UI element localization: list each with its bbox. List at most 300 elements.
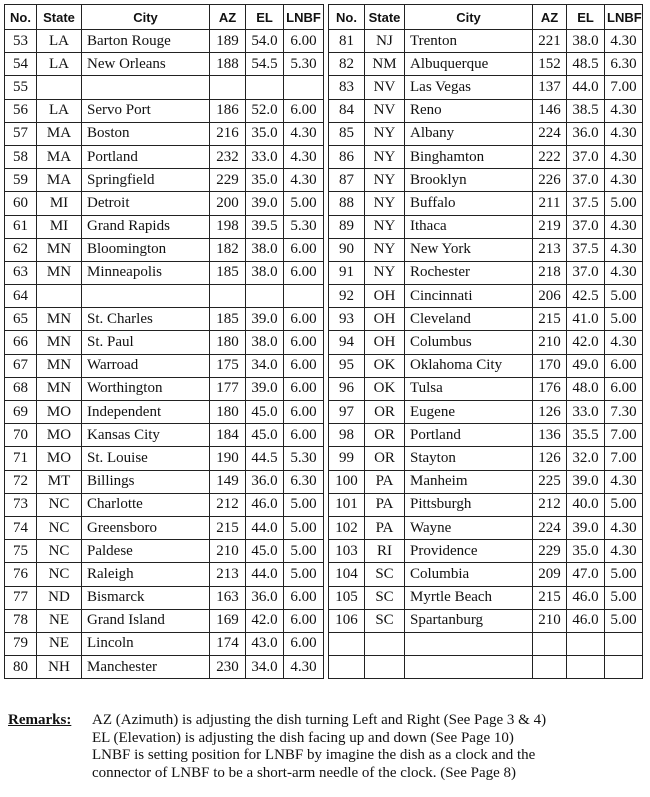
table-row [329, 540, 643, 563]
table-row [329, 354, 643, 377]
table-row [5, 586, 324, 609]
cell-az: 175 [210, 354, 246, 377]
table-row [5, 99, 324, 122]
table-row [5, 122, 324, 145]
cell-lnbf: 6.00 [284, 261, 324, 284]
cell-az: 184 [210, 424, 246, 447]
header-no: No. [329, 5, 365, 30]
table-row [5, 215, 324, 238]
cell-no: 55 [5, 76, 37, 99]
table-row [329, 563, 643, 586]
header-city: City [405, 5, 533, 30]
table-row [329, 656, 643, 679]
cell-state: MT [37, 470, 82, 493]
cell-city: Charlotte [82, 493, 210, 516]
cell-city: Cleveland [405, 308, 533, 331]
table-row [5, 354, 324, 377]
cell-lnbf: 4.30 [605, 540, 643, 563]
cell-state: OR [365, 401, 405, 424]
cell-el: 34.0 [246, 656, 284, 679]
remarks-line-az: AZ (Azimuth) is adjusting the dish turning Left and Right (See Page 3 & 4) [92, 712, 547, 728]
cell-az: 224 [533, 516, 567, 539]
cell-no: 93 [329, 308, 365, 331]
table-row [329, 53, 643, 76]
cell-lnbf: 5.00 [605, 563, 643, 586]
table-row [5, 261, 324, 284]
remarks-line-el: EL (Elevation) is adjusting the dish facing up and down (See Page 10) [92, 729, 514, 746]
cell-el: 34.0 [246, 354, 284, 377]
cell-city: Binghamton [405, 145, 533, 168]
cell-lnbf: 6.00 [284, 377, 324, 400]
cell-state: NY [365, 238, 405, 261]
cell-el [567, 656, 605, 679]
cell-no: 60 [5, 192, 37, 215]
cell-state: MN [37, 377, 82, 400]
cell-state [37, 285, 82, 308]
cell-lnbf: 4.30 [284, 656, 324, 679]
cell-state: NY [365, 169, 405, 192]
cell-state: OH [365, 331, 405, 354]
cell-lnbf: 5.00 [284, 540, 324, 563]
cell-city: Greensboro [82, 516, 210, 539]
cell-no: 98 [329, 424, 365, 447]
cell-az: 180 [210, 331, 246, 354]
cell-city: Cincinnati [405, 285, 533, 308]
cell-state: MA [37, 145, 82, 168]
cell-no: 90 [329, 238, 365, 261]
cell-el: 39.0 [567, 516, 605, 539]
cell-city: Tulsa [405, 377, 533, 400]
cell-lnbf: 5.00 [605, 586, 643, 609]
header-el: EL [246, 5, 284, 30]
cell-no: 72 [5, 470, 37, 493]
cell-el: 37.5 [567, 192, 605, 215]
cell-no: 74 [5, 516, 37, 539]
cell-no: 69 [5, 401, 37, 424]
cell-lnbf: 4.30 [605, 30, 643, 53]
cell-state: NE [37, 609, 82, 632]
cell-az: 219 [533, 215, 567, 238]
cell-lnbf: 6.00 [284, 331, 324, 354]
cell-no: 77 [5, 586, 37, 609]
cell-state: PA [365, 516, 405, 539]
cell-el: 35.5 [567, 424, 605, 447]
cell-city: Bismarck [82, 586, 210, 609]
cell-no: 61 [5, 215, 37, 238]
cell-city: Stayton [405, 447, 533, 470]
cell-el [246, 76, 284, 99]
cell-city: Grand Island [82, 609, 210, 632]
remarks-text [92, 712, 546, 782]
cell-state: NV [365, 76, 405, 99]
cell-az: 169 [210, 609, 246, 632]
cell-city: Manheim [405, 470, 533, 493]
cell-city: Raleigh [82, 563, 210, 586]
cell-state: NY [365, 261, 405, 284]
cell-state: SC [365, 586, 405, 609]
cell-az: 230 [210, 656, 246, 679]
cell-city: New Orleans [82, 53, 210, 76]
cell-lnbf: 4.30 [605, 261, 643, 284]
cell-el: 36.0 [567, 122, 605, 145]
table-row [5, 331, 324, 354]
table-row [329, 192, 643, 215]
cell-el: 54.5 [246, 53, 284, 76]
cell-el: 48.5 [567, 53, 605, 76]
cell-lnbf: 7.30 [605, 401, 643, 424]
table-row [329, 76, 643, 99]
cell-no: 78 [5, 609, 37, 632]
cell-el: 36.0 [246, 470, 284, 493]
cell-state: PA [365, 493, 405, 516]
cell-el: 52.0 [246, 99, 284, 122]
cell-city: Detroit [82, 192, 210, 215]
right-table [328, 4, 643, 679]
cell-state: NC [37, 563, 82, 586]
cell-no: 63 [5, 261, 37, 284]
cell-el: 33.0 [246, 145, 284, 168]
cell-el: 44.0 [246, 563, 284, 586]
cell-state: NE [37, 632, 82, 655]
cell-no: 59 [5, 169, 37, 192]
cell-no [329, 632, 365, 655]
header-lnbf: LNBF [284, 5, 324, 30]
cell-az: 218 [533, 261, 567, 284]
cell-state: SC [365, 563, 405, 586]
cell-el: 46.0 [567, 586, 605, 609]
cell-el: 35.0 [246, 122, 284, 145]
cell-lnbf: 7.00 [605, 424, 643, 447]
cell-lnbf: 5.00 [605, 285, 643, 308]
table-row [329, 308, 643, 331]
cell-city: Albuquerque [405, 53, 533, 76]
cell-state: LA [37, 30, 82, 53]
table-row [5, 470, 324, 493]
cell-no: 101 [329, 493, 365, 516]
cell-no: 80 [5, 656, 37, 679]
cell-el: 38.0 [246, 238, 284, 261]
cell-el: 46.0 [567, 609, 605, 632]
cell-city: Kansas City [82, 424, 210, 447]
cell-az: 215 [210, 516, 246, 539]
cell-city: Independent [82, 401, 210, 424]
cell-no: 81 [329, 30, 365, 53]
cell-state [37, 76, 82, 99]
table-row [329, 516, 643, 539]
cell-el: 38.5 [567, 99, 605, 122]
cell-city: Albany [405, 122, 533, 145]
cell-lnbf: 5.30 [284, 447, 324, 470]
cell-az: 149 [210, 470, 246, 493]
cell-state: NH [37, 656, 82, 679]
cell-city: Reno [405, 99, 533, 122]
cell-az: 210 [533, 609, 567, 632]
cell-el: 39.0 [246, 192, 284, 215]
cell-city: Billings [82, 470, 210, 493]
cell-no: 57 [5, 122, 37, 145]
cell-az: 222 [533, 145, 567, 168]
table-row [329, 586, 643, 609]
cell-state: MN [37, 354, 82, 377]
header-lnbf: LNBF [605, 5, 643, 30]
cell-az: 146 [533, 99, 567, 122]
cell-lnbf: 4.30 [605, 516, 643, 539]
table-row [5, 238, 324, 261]
cell-lnbf [605, 656, 643, 679]
cell-state: OR [365, 447, 405, 470]
cell-az: 232 [210, 145, 246, 168]
cell-no: 79 [5, 632, 37, 655]
cell-state: OH [365, 285, 405, 308]
cell-state: RI [365, 540, 405, 563]
table-row [5, 285, 324, 308]
cell-lnbf: 5.00 [284, 563, 324, 586]
cell-state: MO [37, 447, 82, 470]
cell-az: 213 [210, 563, 246, 586]
cell-az: 224 [533, 122, 567, 145]
cell-el: 38.0 [246, 261, 284, 284]
cell-az: 176 [533, 377, 567, 400]
table-row [5, 540, 324, 563]
table-row [329, 99, 643, 122]
cell-az: 211 [533, 192, 567, 215]
cell-state: PA [365, 470, 405, 493]
cell-lnbf: 4.30 [605, 122, 643, 145]
cell-city: New York [405, 238, 533, 261]
cell-state: SC [365, 609, 405, 632]
cell-lnbf: 7.00 [605, 447, 643, 470]
cell-lnbf: 6.00 [284, 30, 324, 53]
cell-el [567, 632, 605, 655]
remarks-label: Remarks: [8, 712, 72, 728]
cell-no: 62 [5, 238, 37, 261]
cell-state [365, 656, 405, 679]
cell-no: 97 [329, 401, 365, 424]
right-table-body [329, 30, 643, 679]
cell-state: OK [365, 354, 405, 377]
cell-el: 42.0 [567, 331, 605, 354]
cell-el: 43.0 [246, 632, 284, 655]
cell-el: 48.0 [567, 377, 605, 400]
cell-state [365, 632, 405, 655]
cell-lnbf: 4.30 [605, 99, 643, 122]
cell-az: 229 [210, 169, 246, 192]
cell-az [210, 76, 246, 99]
cell-az: 126 [533, 401, 567, 424]
cell-el: 39.0 [246, 377, 284, 400]
cell-az: 186 [210, 99, 246, 122]
cell-az: 185 [210, 261, 246, 284]
cell-no: 99 [329, 447, 365, 470]
cell-city: Worthington [82, 377, 210, 400]
remarks-line-lnbf: LNBF is setting position for LNBF by imagine the dish as a clock and the [92, 747, 536, 763]
cell-state: MN [37, 308, 82, 331]
table-row [5, 53, 324, 76]
cell-city: Pittsburgh [405, 493, 533, 516]
cell-az: 152 [533, 53, 567, 76]
header-az: AZ [210, 5, 246, 30]
cell-az: 126 [533, 447, 567, 470]
cell-city: Brooklyn [405, 169, 533, 192]
cell-no: 82 [329, 53, 365, 76]
cell-lnbf: 6.00 [284, 586, 324, 609]
table-row [329, 122, 643, 145]
cell-state: NC [37, 516, 82, 539]
cell-lnbf: 6.00 [605, 354, 643, 377]
table-row [329, 609, 643, 632]
cell-el: 41.0 [567, 308, 605, 331]
cell-el: 36.0 [246, 586, 284, 609]
left-table [4, 4, 324, 679]
cell-az: 225 [533, 470, 567, 493]
cell-az: 210 [533, 331, 567, 354]
cell-el: 35.0 [246, 169, 284, 192]
table-row [329, 30, 643, 53]
cell-el: 39.5 [246, 215, 284, 238]
cell-no: 86 [329, 145, 365, 168]
cell-el: 44.0 [567, 76, 605, 99]
cell-no: 58 [5, 145, 37, 168]
cell-lnbf: 4.30 [605, 215, 643, 238]
cell-lnbf: 5.30 [284, 215, 324, 238]
table-row [329, 632, 643, 655]
cell-az: 229 [533, 540, 567, 563]
cell-no: 65 [5, 308, 37, 331]
cell-no: 92 [329, 285, 365, 308]
cell-el: 39.0 [246, 308, 284, 331]
cell-el: 47.0 [567, 563, 605, 586]
cell-no: 76 [5, 563, 37, 586]
cell-city: Myrtle Beach [405, 586, 533, 609]
table-row [5, 30, 324, 53]
cell-az: 180 [210, 401, 246, 424]
cell-el: 42.0 [246, 609, 284, 632]
cell-no [329, 656, 365, 679]
header-el: EL [567, 5, 605, 30]
cell-az: 182 [210, 238, 246, 261]
cell-az: 209 [533, 563, 567, 586]
cell-az: 213 [533, 238, 567, 261]
cell-lnbf: 7.00 [605, 76, 643, 99]
cell-city: Warroad [82, 354, 210, 377]
cell-city: Boston [82, 122, 210, 145]
cell-az [533, 656, 567, 679]
cell-state: MO [37, 401, 82, 424]
cell-lnbf: 4.30 [284, 169, 324, 192]
cell-no: 73 [5, 493, 37, 516]
cell-el: 54.0 [246, 30, 284, 53]
cell-el: 42.5 [567, 285, 605, 308]
table-row [329, 261, 643, 284]
cell-city: Trenton [405, 30, 533, 53]
cell-no: 64 [5, 285, 37, 308]
cell-lnbf [605, 632, 643, 655]
cell-city: Wayne [405, 516, 533, 539]
cell-city: Servo Port [82, 99, 210, 122]
cell-az: 215 [533, 308, 567, 331]
cell-lnbf: 6.00 [284, 308, 324, 331]
cell-city: Buffalo [405, 192, 533, 215]
cell-el: 37.0 [567, 145, 605, 168]
cell-no: 70 [5, 424, 37, 447]
cell-no: 103 [329, 540, 365, 563]
left-table-body [5, 30, 324, 679]
cell-lnbf: 4.30 [605, 470, 643, 493]
cell-city: St. Louise [82, 447, 210, 470]
cell-state: MI [37, 215, 82, 238]
cell-lnbf: 5.00 [605, 308, 643, 331]
cell-city: Las Vegas [405, 76, 533, 99]
cell-az: 206 [533, 285, 567, 308]
table-row [5, 308, 324, 331]
table-row [5, 493, 324, 516]
cell-state: LA [37, 99, 82, 122]
cell-az: 212 [533, 493, 567, 516]
table-row [5, 656, 324, 679]
cell-az: 215 [533, 586, 567, 609]
cell-lnbf [284, 285, 324, 308]
header-state: State [365, 5, 405, 30]
cell-lnbf [284, 76, 324, 99]
cell-el: 33.0 [567, 401, 605, 424]
cell-no: 53 [5, 30, 37, 53]
cell-state: MN [37, 261, 82, 284]
cell-az: 221 [533, 30, 567, 53]
cell-state: MI [37, 192, 82, 215]
cell-state: ND [37, 586, 82, 609]
table-row [329, 470, 643, 493]
header-state: State [37, 5, 82, 30]
cell-state: NY [365, 122, 405, 145]
cell-az: 137 [533, 76, 567, 99]
table-row [5, 424, 324, 447]
table-row [5, 563, 324, 586]
cell-city: Portland [82, 145, 210, 168]
header-az: AZ [533, 5, 567, 30]
cell-no: 71 [5, 447, 37, 470]
cell-az: 170 [533, 354, 567, 377]
cell-lnbf: 5.00 [605, 609, 643, 632]
cell-state: NC [37, 540, 82, 563]
cell-no: 75 [5, 540, 37, 563]
cell-no: 66 [5, 331, 37, 354]
table-row [329, 401, 643, 424]
table-row [5, 401, 324, 424]
cell-el: 38.0 [246, 331, 284, 354]
cell-az: 226 [533, 169, 567, 192]
table-row [329, 447, 643, 470]
cell-lnbf: 6.00 [605, 377, 643, 400]
cell-lnbf: 4.30 [605, 331, 643, 354]
cell-city [405, 632, 533, 655]
cell-lnbf: 6.30 [605, 53, 643, 76]
cell-lnbf: 4.30 [605, 238, 643, 261]
cell-city: St. Paul [82, 331, 210, 354]
table-row [329, 285, 643, 308]
cell-el: 37.0 [567, 169, 605, 192]
cell-az [210, 285, 246, 308]
cell-el: 49.0 [567, 354, 605, 377]
cell-no: 100 [329, 470, 365, 493]
cell-no: 67 [5, 354, 37, 377]
cell-lnbf: 4.30 [284, 122, 324, 145]
cell-state: NC [37, 493, 82, 516]
cell-state: NY [365, 145, 405, 168]
table-row [329, 238, 643, 261]
table-row [5, 609, 324, 632]
cell-city: Paldese [82, 540, 210, 563]
cell-no: 95 [329, 354, 365, 377]
